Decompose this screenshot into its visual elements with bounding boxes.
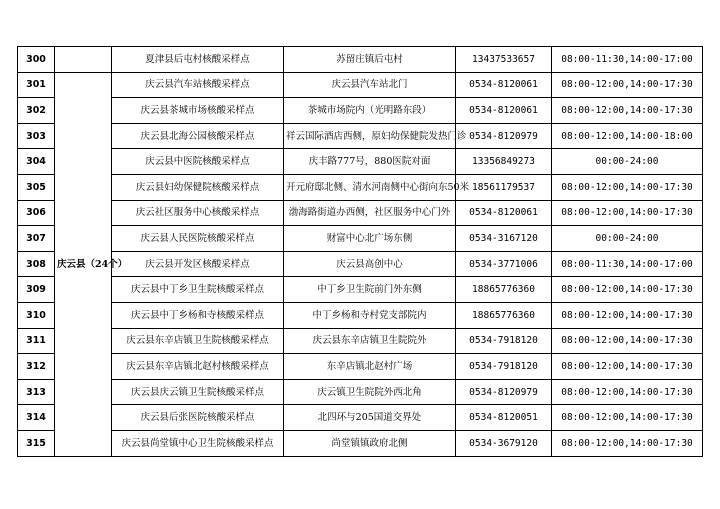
contact-phone: 13437533657 [456, 47, 552, 73]
site-name: 庆云县东辛店镇北赵村核酸采样点 [112, 354, 284, 380]
row-number: 314 [18, 405, 55, 431]
row-number: 307 [18, 226, 55, 252]
contact-phone: 0534-7918120 [456, 328, 552, 354]
site-name: 庆云社区服务中心核酸采样点 [112, 200, 284, 226]
row-number: 309 [18, 277, 55, 303]
site-name: 庆云县庆云镇卫生院核酸采样点 [112, 379, 284, 405]
service-hours: 08:00-12:00,14:00-17:30 [552, 98, 703, 124]
site-name: 庆云县中丁乡杨和寺核酸采样点 [112, 302, 284, 328]
table-row [18, 149, 703, 175]
contact-phone: 0534-8120061 [456, 72, 552, 98]
sampling-sites-table [17, 46, 703, 457]
service-hours: 08:00-12:00,14:00-17:30 [552, 174, 703, 200]
table-row [18, 123, 703, 149]
row-number: 311 [18, 328, 55, 354]
site-address: 庆丰路777号，880医院对面 [284, 149, 456, 175]
site-address: 东辛店镇北赵村广场 [284, 354, 456, 380]
table-row [18, 328, 703, 354]
row-number: 313 [18, 379, 55, 405]
contact-phone: 0534-8120979 [456, 379, 552, 405]
table-row [18, 354, 703, 380]
table-row [18, 200, 703, 226]
site-address: 中丁乡杨和寺村党支部院内 [284, 302, 456, 328]
site-name: 庆云县开发区核酸采样点 [112, 251, 284, 277]
table-body [18, 47, 703, 457]
site-name: 庆云县后张医院核酸采样点 [112, 405, 284, 431]
row-number: 308 [18, 251, 55, 277]
table-row [18, 98, 703, 124]
contact-phone: 0534-3167120 [456, 226, 552, 252]
service-hours: 08:00-12:00,14:00-17:30 [552, 277, 703, 303]
contact-phone: 18561179537 [456, 174, 552, 200]
site-address: 祥云国际酒店西侧，原妇幼保健院发热门诊 [284, 123, 456, 149]
site-address: 茶城市场院内（光明路东段） [284, 98, 456, 124]
site-name: 庆云县茶城市场核酸采样点 [112, 98, 284, 124]
row-number: 310 [18, 302, 55, 328]
site-name: 庆云县妇幼保健院核酸采样点 [112, 174, 284, 200]
table-row [18, 379, 703, 405]
service-hours: 08:00-12:00,14:00-17:30 [552, 200, 703, 226]
service-hours: 00:00-24:00 [552, 226, 703, 252]
site-name: 庆云县中丁乡卫生院核酸采样点 [112, 277, 284, 303]
contact-phone: 13356849273 [456, 149, 552, 175]
site-name: 庆云县人民医院核酸采样点 [112, 226, 284, 252]
table-row [18, 302, 703, 328]
county-cell: 庆云县（24个） [55, 72, 112, 456]
service-hours: 08:00-11:30,14:00-17:00 [552, 47, 703, 73]
table-row [18, 405, 703, 431]
site-address: 庆云县汽车站北门 [284, 72, 456, 98]
service-hours: 00:00-24:00 [552, 149, 703, 175]
site-address: 庆云县高创中心 [284, 251, 456, 277]
service-hours: 08:00-12:00,14:00-17:30 [552, 405, 703, 431]
site-name: 夏津县后屯村核酸采样点 [112, 47, 284, 73]
site-address: 渤海路街道办西侧，社区服务中心门外 [284, 200, 456, 226]
row-number: 301 [18, 72, 55, 98]
service-hours: 08:00-12:00,14:00-17:30 [552, 379, 703, 405]
row-number: 302 [18, 98, 55, 124]
row-number: 312 [18, 354, 55, 380]
site-address: 庆云镇卫生院院外西北角 [284, 379, 456, 405]
site-name: 庆云县北海公园核酸采样点 [112, 123, 284, 149]
service-hours: 08:00-12:00,14:00-17:30 [552, 430, 703, 456]
contact-phone: 0534-7918120 [456, 354, 552, 380]
row-number: 305 [18, 174, 55, 200]
contact-phone: 18865776360 [456, 277, 552, 303]
site-address: 庆云县东辛店镇卫生院院外 [284, 328, 456, 354]
table-row [18, 174, 703, 200]
table-row [18, 47, 703, 73]
service-hours: 08:00-12:00,14:00-18:00 [552, 123, 703, 149]
site-address: 苏留庄镇后屯村 [284, 47, 456, 73]
site-address: 中丁乡卫生院前门外东侧 [284, 277, 456, 303]
service-hours: 08:00-12:00,14:00-17:30 [552, 328, 703, 354]
contact-phone: 0534-8120061 [456, 98, 552, 124]
contact-phone: 0534-8120061 [456, 200, 552, 226]
site-name: 庆云县汽车站核酸采样点 [112, 72, 284, 98]
site-address: 开元府邸北侧、清水河南侧中心街向东50米 [284, 174, 456, 200]
contact-phone: 0534-3771006 [456, 251, 552, 277]
table-row [18, 277, 703, 303]
row-number: 315 [18, 430, 55, 456]
row-number: 304 [18, 149, 55, 175]
service-hours: 08:00-12:00,14:00-17:30 [552, 72, 703, 98]
row-number: 303 [18, 123, 55, 149]
service-hours: 08:00-12:00,14:00-17:30 [552, 302, 703, 328]
site-address: 尚堂镇镇政府北侧 [284, 430, 456, 456]
contact-phone: 0534-3679120 [456, 430, 552, 456]
table-row [18, 430, 703, 456]
site-address: 财富中心北广场东侧 [284, 226, 456, 252]
site-name: 庆云县中医院核酸采样点 [112, 149, 284, 175]
service-hours: 08:00-11:30,14:00-17:00 [552, 251, 703, 277]
site-address: 北四环与205国道交界处 [284, 405, 456, 431]
table-row [18, 226, 703, 252]
service-hours: 08:00-12:00,14:00-17:30 [552, 354, 703, 380]
site-name: 庆云县东辛店镇卫生院核酸采样点 [112, 328, 284, 354]
row-number: 306 [18, 200, 55, 226]
site-name: 庆云县尚堂镇中心卫生院核酸采样点 [112, 430, 284, 456]
row-number: 300 [18, 47, 55, 73]
table-row [18, 72, 703, 98]
contact-phone: 0534-8120051 [456, 405, 552, 431]
contact-phone: 0534-8120979 [456, 123, 552, 149]
contact-phone: 18865776360 [456, 302, 552, 328]
county-cell-previous [55, 47, 112, 73]
